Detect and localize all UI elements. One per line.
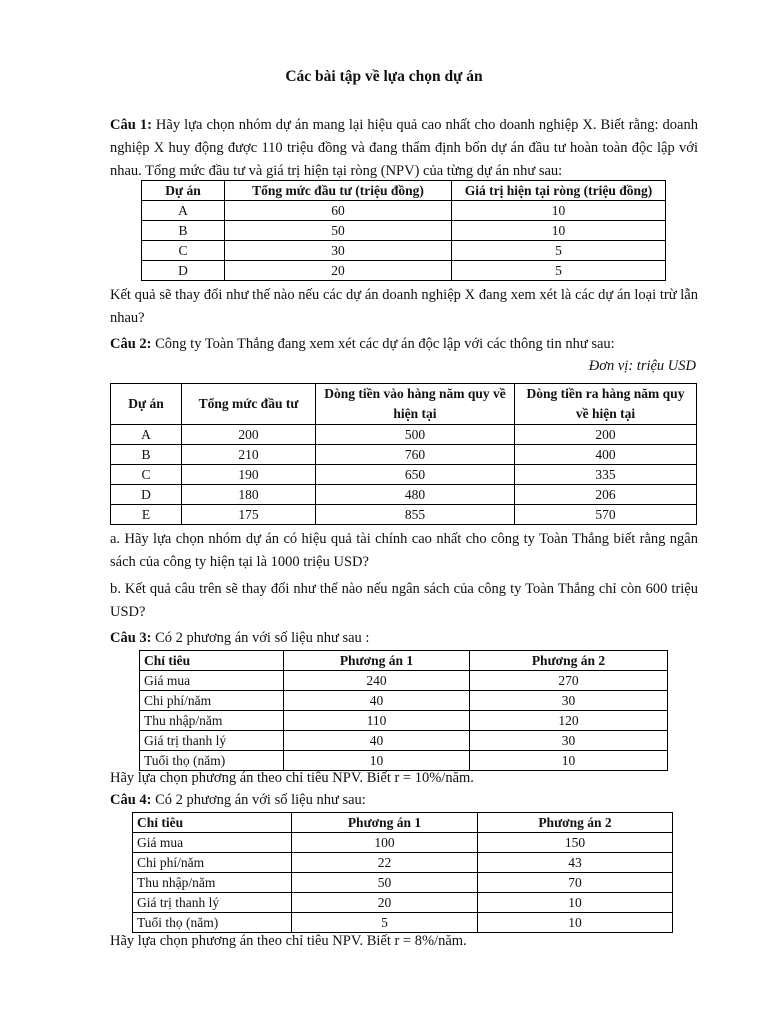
table-cell: 200	[182, 425, 316, 445]
table-row	[133, 893, 673, 913]
table-cell: 40	[284, 691, 470, 711]
table-header-row	[111, 384, 697, 425]
table-row	[140, 731, 668, 751]
q1-table	[141, 180, 666, 281]
table-cell: Giá mua	[133, 833, 292, 853]
table-row	[140, 671, 668, 691]
table-cell: 190	[182, 465, 316, 485]
table-row	[140, 691, 668, 711]
document-title: Các bài tập về lựa chọn dự án	[285, 68, 483, 85]
table-cell: Thu nhập/năm	[133, 873, 292, 893]
table-header-row	[142, 181, 666, 201]
table-header: Phương án 1	[292, 813, 478, 833]
table-cell: 10	[452, 201, 666, 221]
table-cell: 270	[470, 671, 668, 691]
table-cell: 180	[182, 485, 316, 505]
table-cell: B	[111, 445, 182, 465]
table-row	[133, 853, 673, 873]
table-header: Tổng mức đầu tư (triệu đồng)	[225, 181, 452, 201]
table-header: Tổng mức đầu tư	[182, 384, 316, 425]
table-cell: B	[142, 221, 225, 241]
table-cell: 50	[225, 221, 452, 241]
table-cell: C	[111, 465, 182, 485]
table-cell: 650	[316, 465, 515, 485]
table-cell: Giá mua	[140, 671, 284, 691]
table-cell: Tuổi thọ (năm)	[133, 913, 292, 933]
q2-label: Câu 2:	[110, 336, 152, 352]
table-row	[111, 505, 697, 525]
table-cell: 206	[515, 485, 697, 505]
table-header: Dòng tiền vào hàng năm quy về hiện tại	[316, 384, 515, 425]
table-row	[142, 221, 666, 241]
table-cell: Chi phí/năm	[140, 691, 284, 711]
table-cell: 20	[225, 261, 452, 281]
q2-text: Câu 2: Công ty Toàn Thắng đang xem xét các dự án độc lập với các thông tin như sau:	[110, 336, 615, 352]
table-cell: 335	[515, 465, 697, 485]
table-header: Dự án	[111, 384, 182, 425]
table-cell: 70	[478, 873, 673, 893]
table-cell: 10	[452, 221, 666, 241]
table-cell: 20	[292, 893, 478, 913]
q1-followup: Kết quả sẽ thay đổi như thế nào nếu các dự án doanh nghiệp X đang xem xét là các dự án loại trừ lẫn nhau?	[110, 287, 698, 326]
table-cell: 60	[225, 201, 452, 221]
q3-text: Câu 3: Có 2 phương án với số liệu như sau :	[110, 630, 370, 646]
table-cell: 210	[182, 445, 316, 465]
table-cell: C	[142, 241, 225, 261]
q4-table	[132, 812, 673, 933]
table-cell: D	[142, 261, 225, 281]
table-cell: 570	[515, 505, 697, 525]
table-cell: 200	[515, 425, 697, 445]
table-cell: 855	[316, 505, 515, 525]
q2-unit: Đơn vị: triệu USD	[588, 358, 696, 374]
table-cell: A	[111, 425, 182, 445]
table-row	[133, 873, 673, 893]
q3-label: Câu 3:	[110, 630, 152, 646]
table-cell: 100	[292, 833, 478, 853]
q2-part-b: b. Kết quả câu trên sẽ thay đổi như thế nào nếu ngân sách của công ty Toàn Thắng chỉ còn 600 triệu USD?	[110, 581, 698, 620]
table-cell: Tuổi thọ (năm)	[140, 751, 284, 771]
table-cell: 50	[292, 873, 478, 893]
table-cell: 480	[316, 485, 515, 505]
table-cell: 5	[452, 241, 666, 261]
table-cell: 22	[292, 853, 478, 873]
table-header: Giá trị hiện tại ròng (triệu đồng)	[452, 181, 666, 201]
table-cell: 30	[470, 691, 668, 711]
q2-part-a: a. Hãy lựa chọn nhóm dự án có hiệu quả tài chính cao nhất cho công ty Toàn Thắng biết rằng ngân sách của công ty hiện tại là 1000 triệu USD?	[110, 531, 698, 570]
table-header: Dòng tiền ra hàng năm quy về hiện tại	[515, 384, 697, 425]
table-row	[142, 241, 666, 261]
q4-label: Câu 4:	[110, 792, 152, 808]
table-cell: Chi phí/năm	[133, 853, 292, 873]
table-cell: Giá trị thanh lý	[133, 893, 292, 913]
table-header: Phương án 2	[478, 813, 673, 833]
table-row	[111, 485, 697, 505]
table-cell: 43	[478, 853, 673, 873]
table-row	[142, 261, 666, 281]
q1-text: Câu 1: Hãy lựa chọn nhóm dự án mang lại hiệu quả cao nhất cho doanh nghiệp X. Biết rằng: doanh nghiệp X huy động được 110 triệu đồng và đang thẩm định bốn dự án đầu tư hoàn toàn độc lập với nhau. Tổng mức đầu tư và giá trị hiện tại ròng (NPV) của từng dự án như sau:	[110, 117, 698, 179]
table-row	[140, 711, 668, 731]
table-header-row	[133, 813, 673, 833]
table-header-row	[140, 651, 668, 671]
q4-text: Câu 4: Có 2 phương án với số liệu như sau:	[110, 792, 366, 808]
table-cell: 40	[284, 731, 470, 751]
q1-label: Câu 1:	[110, 117, 152, 133]
q2-table	[110, 383, 697, 525]
table-cell: 10	[470, 751, 668, 771]
q4-followup: Hãy lựa chọn phương án theo chỉ tiêu NPV. Biết r = 8%/năm.	[110, 933, 467, 949]
table-cell: 500	[316, 425, 515, 445]
table-cell: 240	[284, 671, 470, 691]
table-cell: 110	[284, 711, 470, 731]
table-header: Phương án 1	[284, 651, 470, 671]
table-cell: 30	[470, 731, 668, 751]
q3-table	[139, 650, 668, 771]
table-cell: 400	[515, 445, 697, 465]
table-cell: 10	[478, 893, 673, 913]
table-cell: A	[142, 201, 225, 221]
table-header: Dự án	[142, 181, 225, 201]
table-header: Chỉ tiêu	[133, 813, 292, 833]
table-cell: 5	[292, 913, 478, 933]
table-row	[111, 465, 697, 485]
table-row	[111, 425, 697, 445]
table-cell: 150	[478, 833, 673, 853]
table-header: Phương án 2	[470, 651, 668, 671]
table-header: Chỉ tiêu	[140, 651, 284, 671]
table-cell: 10	[478, 913, 673, 933]
table-row	[111, 445, 697, 465]
table-row	[142, 201, 666, 221]
q3-followup: Hãy lựa chọn phương án theo chỉ tiêu NPV. Biết r = 10%/năm.	[110, 770, 474, 786]
table-cell: 760	[316, 445, 515, 465]
table-cell: 175	[182, 505, 316, 525]
table-cell: E	[111, 505, 182, 525]
table-cell: 10	[284, 751, 470, 771]
table-cell: Thu nhập/năm	[140, 711, 284, 731]
table-cell: D	[111, 485, 182, 505]
table-cell: Giá trị thanh lý	[140, 731, 284, 751]
table-cell: 5	[452, 261, 666, 281]
table-cell: 120	[470, 711, 668, 731]
table-cell: 30	[225, 241, 452, 261]
table-row	[133, 833, 673, 853]
